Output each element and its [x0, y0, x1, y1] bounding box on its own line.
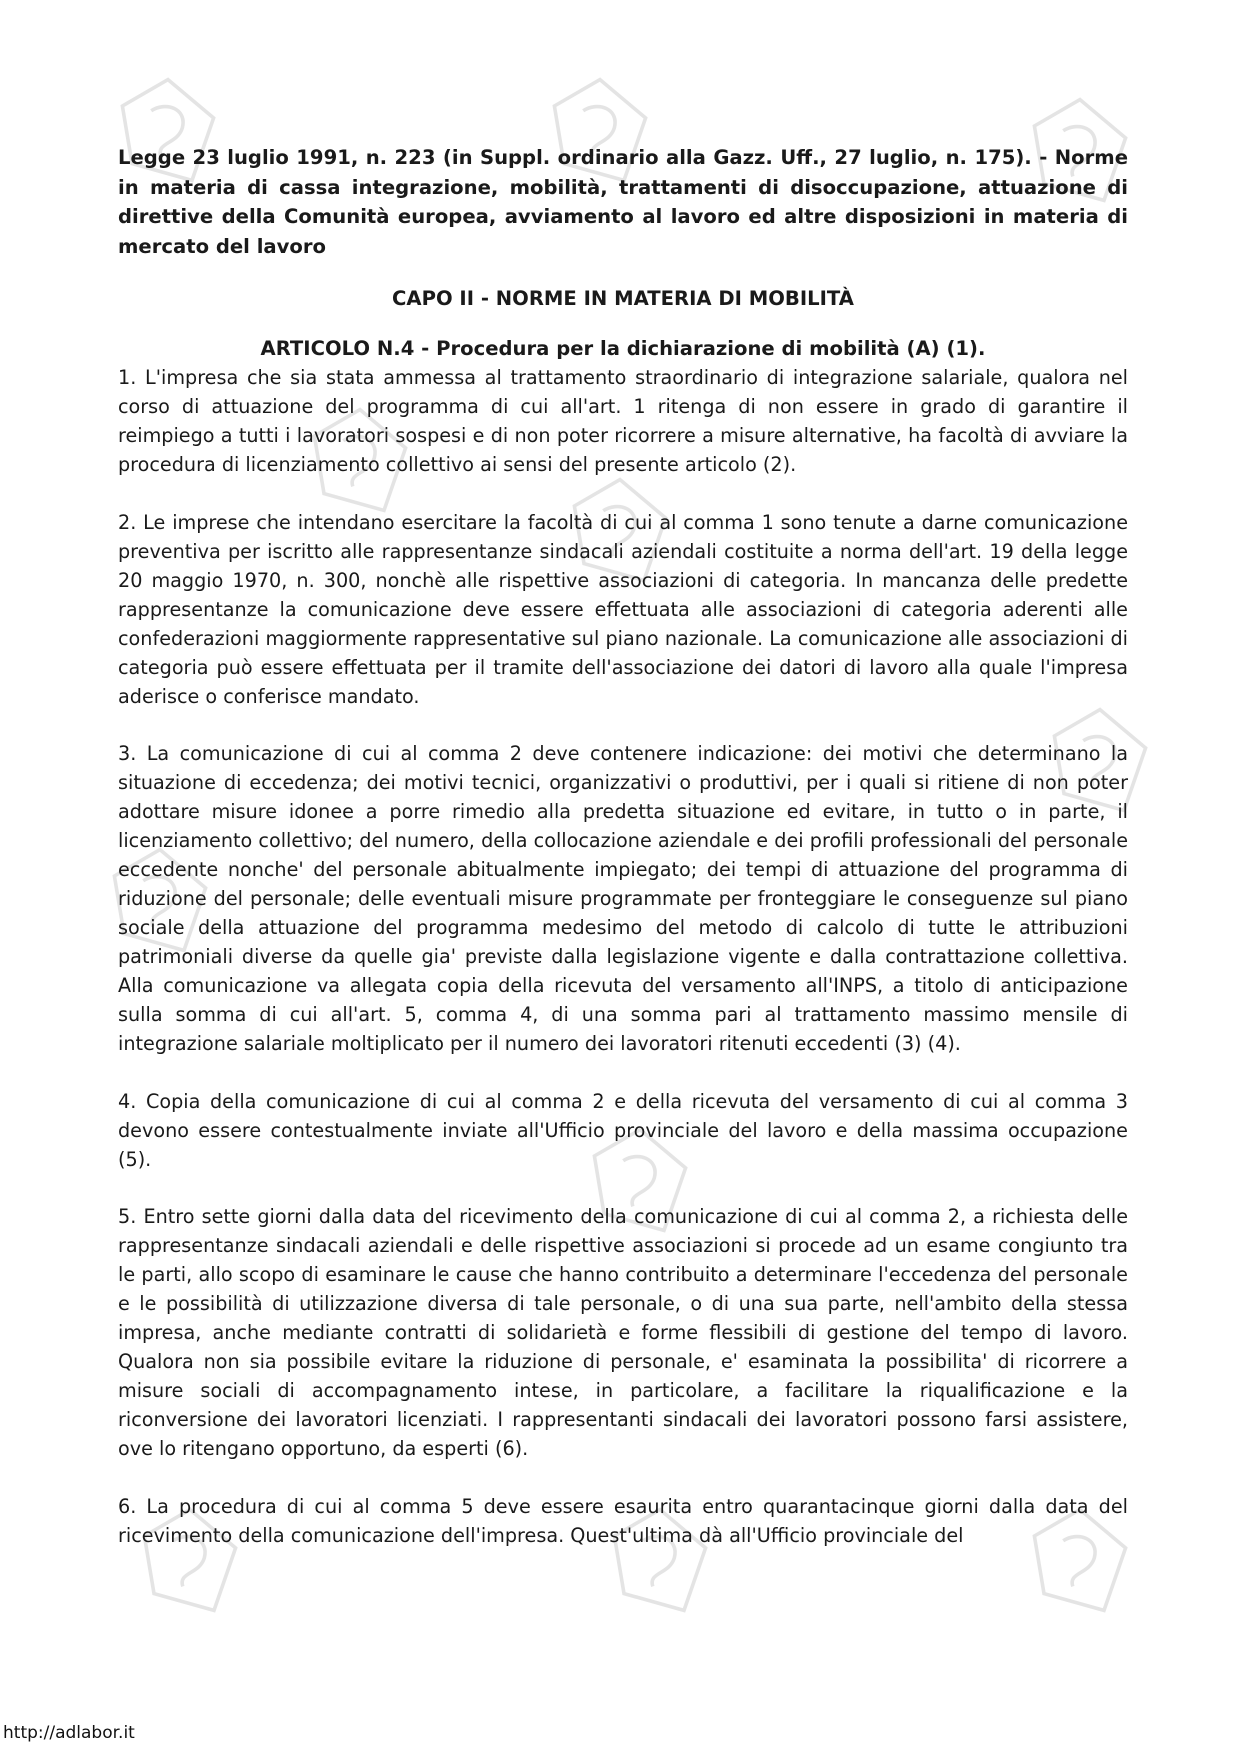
chapter-heading: CAPO II - NORME IN MATERIA DI MOBILITÀ	[392, 287, 854, 310]
paragraph-4: 4. Copia della comunicazione di cui al comma 2 e della ricevuta del versamento di cui al comma 3 devono essere contestualmente inviate all'Ufficio provinciale del lavoro e della massima occupazione (5).	[118, 1089, 1128, 1171]
paragraph-5: 5. Entro sette giorni dalla data del ricevimento della comunicazione di cui al comma 2, a richiesta delle rappresentanze sindacali aziendali e delle rispettive associazioni si procede ad un esame congiunto tra le parti, allo scopo di esaminare le cause che hanno contribuito a determinare l'eccedenza del personale e le possibilità di utilizzazione diversa di tale personale, o di una sua parte, nell'ambito della stessa impresa, anche mediante contratti di solidarietà e forme flessibili di gestione del tempo di lavoro. Qualora non sia possibile evitare la riduzione di personale, e' esaminata la possibilita' di ricorrere a misure sociali di accompagnamento intese, in particolare, a facilitare la riqualificazione e la riconversione dei lavoratori licenziati. I rappresentanti sindacali dei lavoratori possono farsi assistere, ove lo ritengano opportuno, da esperti (6).	[118, 1205, 1128, 1460]
paragraph-1: 1. L'impresa che sia stata ammessa al trattamento straordinario di integrazione salariale, qualora nel corso di attuazione del programma di cui all'art. 1 ritenga di non essere in grado di garantire il reimpiego a tutti i lavoratori sospesi e di non poter ricorrere a misure alternative, ha facoltà di avviare la procedura di licenziamento collettivo ai sensi del presente articolo (2).	[118, 366, 1128, 476]
paragraph-3: 3. La comunicazione di cui al comma 2 deve contenere indicazione: dei motivi che determinano la situazione di eccedenza; dei motivi tecnici, organizzativi o produttivi, per i quali si ritiene di non poter adottare misure idonee a porre rimedio alla predetta situazione ed evitare, in tutto o in parte, il licenziamento collettivo; del numero, della collocazione aziendale e dei profili professionali del personale eccedente nonche' del personale abitualmente impiegato; dei tempi di attuazione del programma di riduzione del personale; delle eventuali misure programmate per fronteggiare le conseguenze sul piano sociale della attuazione del programma medesimo del metodo di calcolo di tutte le attribuzioni patrimoniali diverse da quelle gia' previste dalla legislazione vigente e dalla contrattazione collettiva. Alla comunicazione va allegata copia della ricevuta del versamento all'INPS, a titolo di anticipazione sulla somma di cui all'art. 5, comma 4, di una somma pari al trattamento massimo mensile di integrazione salariale moltiplicato per il numero dei lavoratori ritenuti eccedenti (3) (4).	[118, 742, 1128, 1055]
document-body	[118, 143, 1128, 1578]
footer-source-link[interactable]: http://adlabor.it	[3, 1723, 135, 1743]
paragraph-2: 2. Le imprese che intendano esercitare la facoltà di cui al comma 1 sono tenute a darne comunicazione preventiva per iscritto alle rappresentanze sindacali aziendali costituite a norma dell'art. 19 della legge 20 maggio 1970, n. 300, nonchè alle rispettive associazioni di categoria. In mancanza delle predette rappresentanze la comunicazione deve essere effettuata alle associazioni di categoria aderenti alle confederazioni maggiormente rappresentative sul piano nazionale. La comunicazione alle associazioni di categoria può essere effettuata per il tramite dell'associazione dei datori di lavoro alla quale l'impresa aderisce o conferisce mandato.	[118, 510, 1128, 708]
paragraph-6: 6. La procedura di cui al comma 5 deve essere esaurita entro quarantacinque giorni dalla data del ricevimento della comunicazione dell'impresa. Quest'ultima dà all'Ufficio provinciale del	[118, 1494, 1128, 1547]
article-heading: ARTICOLO N.4 - Procedura per la dichiarazione di mobilità (A) (1).	[260, 337, 986, 360]
document-title: Legge 23 luglio 1991, n. 223 (in Suppl. ordinario alla Gazz. Uff., 27 luglio, n. 175). - Norme in materia di cassa integrazione, mobilità, trattamenti di disoccupazione, attuazione di direttive della Comunità europea, avviamento al lavoro ed altre disposizioni in materia di mercato del lavoro	[118, 146, 1128, 258]
